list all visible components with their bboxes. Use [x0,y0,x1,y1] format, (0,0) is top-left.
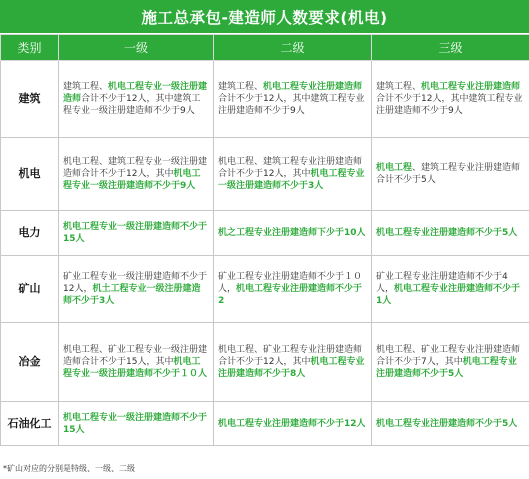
highlight-text: 机电工程专业一级注册建造师不少于15人 [63,412,208,435]
highlight-text: 机电工程专业一级注册建造师不少于3人 [218,169,365,191]
requirement-cell-level-2 [214,402,372,446]
requirement-text: 合计不少于12人，其中建筑工程专业一级注册建造师不少于9人 [63,94,201,116]
category-cell: 冶金 [1,323,59,402]
highlight-text: 机电工程专业注册建造师不少于5人 [376,418,518,429]
category-cell: 机电 [1,138,59,211]
header-category: 类别 [1,35,59,61]
category-cell: 矿山 [1,256,59,323]
requirement-text: 矿业工程专业注册建造师不少于4人， [376,272,508,294]
highlight-text: 机电工程专业注册建造师 [263,82,363,92]
highlight-text: 机电工程专业注册建造师不少于5人 [376,228,518,238]
highlight-text: 机电工程专业一级注册建造师不少于9人 [63,169,201,191]
table-row [1,402,529,446]
requirement-cell-level-2 [214,138,372,211]
requirement-cell-level-1 [59,402,214,446]
requirement-text: 机电工程、矿业工程专业注册建造师合计不少于7人，其中 [376,345,521,367]
requirement-text: 、建筑工程专业注册建造师合计不少于5人 [376,163,521,185]
header-level-1: 一级 [59,35,214,61]
highlight-text: 机电工程专业注册建造师不少于1人 [376,284,521,306]
requirement-cell-level-3 [372,61,529,138]
requirement-text: 矿业工程专业注册建造师不少于１０人， [218,272,363,294]
table-row [1,138,529,211]
requirement-cell-level-2 [214,61,372,138]
page-title: 施工总承包-建造师人数要求(机电) [0,0,529,34]
requirement-cell-level-3 [372,256,529,323]
table-row [1,61,529,138]
category-cell: 石油化工 [1,402,59,446]
highlight-text: 机土工程专业一级注册建造师不少于3人 [63,284,201,306]
requirement-cell-level-1 [59,61,214,138]
requirement-text: 机电工程、建筑工程专业一级注册建造师合计不少于12人，其中 [63,157,208,179]
requirement-cell-level-1 [59,256,214,323]
requirement-cell-level-3 [372,402,529,446]
requirement-cell-level-3 [372,323,529,402]
requirements-table [0,34,529,446]
highlight-text: 机电工程专业一级注册建造师不少于15人 [63,222,208,244]
requirement-text: 机电工程、矿业工程专业注册建造师合计不少于12人，其中 [218,345,363,367]
highlight-text: 机电工程 [376,163,413,173]
highlight-text: 机电工程专业一级注册建造师 [63,82,208,104]
requirement-text: 建筑工程、 [63,82,109,92]
highlight-text: 机电工程专业注册建造师不少于8人 [218,357,365,379]
highlight-text: 机电工程专业注册建造师不少于2 [218,284,363,306]
requirement-text: 机电工程、建筑工程专业注册建造师合计不少于12人，其中 [218,157,363,179]
category-cell: 建筑 [1,61,59,138]
highlight-text: 机电工程专业一级注册建造师不少于１０人 [63,357,208,379]
requirement-text: 建筑工程、 [218,82,264,92]
highlight-text: 机电工程专业注册建造师不少于5人 [376,357,517,379]
table-body [1,61,529,446]
requirement-text: 合计不少于12人，其中建筑工程专业注册建造师不少于9人 [376,94,523,116]
header-level-3: 三级 [372,35,529,61]
requirement-text: 建筑工程、 [376,82,422,92]
requirement-cell-level-3 [372,138,529,211]
table-row [1,256,529,323]
header-row [1,35,529,61]
category-cell: 电力 [1,211,59,256]
highlight-text: 机电工程专业注册建造师 [421,82,521,92]
table-row [1,211,529,256]
header-level-2: 二级 [214,35,372,61]
requirement-cell-level-3 [372,211,529,256]
requirement-text: 矿业工程专业一级注册建造师不少于12人， [63,272,208,294]
table-row [1,323,529,402]
requirement-cell-level-2 [214,256,372,323]
highlight-text: 机之工程专业注册建造师下少于10人 [218,228,366,238]
highlight-text: 机电工程专业注册建造师不少于12人 [218,418,366,429]
requirement-cell-level-2 [214,323,372,402]
footnote: *矿山对应的分别是特级、一级、二级 [3,464,135,473]
requirement-cell-level-1 [59,138,214,211]
requirement-cell-level-1 [59,323,214,402]
requirement-cell-level-1 [59,211,214,256]
requirement-cell-level-2 [214,211,372,256]
requirement-text: 合计不少于12人，其中建筑工程专业注册建造师不少于9人 [218,94,365,116]
requirement-text: 机电工程、矿业工程专业一级注册建造师合计不少于15人，其中 [63,345,208,367]
